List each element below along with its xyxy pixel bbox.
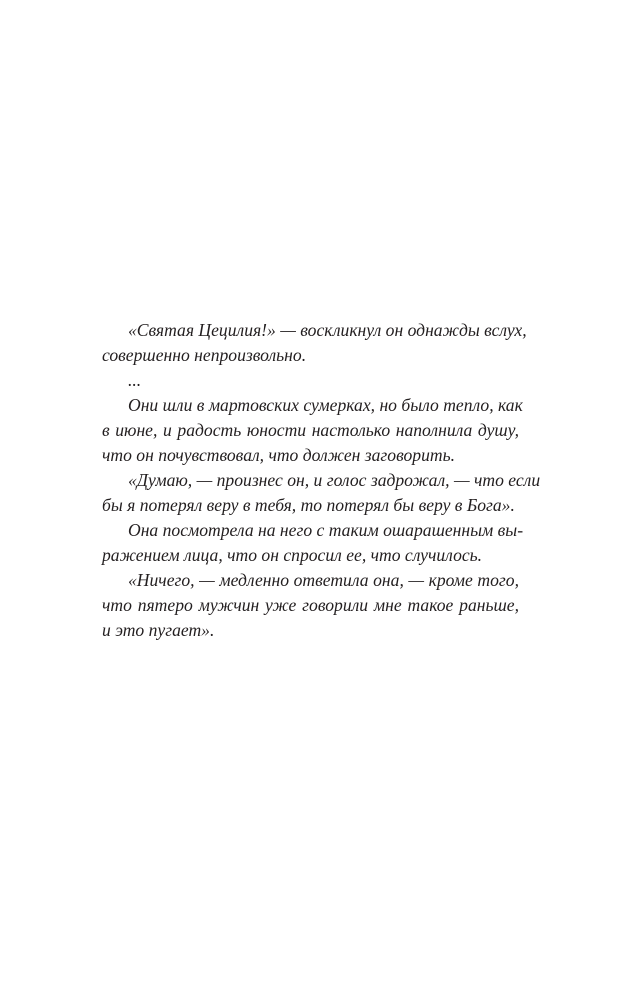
- text-line: в июне, и радость юности настолько наполнила душу,: [102, 420, 519, 440]
- text-line: ражением лица, что он спросил ее, что случилось.: [102, 545, 483, 565]
- text-line: бы я потерял веру в тебя, то потерял бы веру в Бога».: [102, 495, 515, 515]
- text-line: что он почувствовал, что должен заговорить.: [102, 445, 455, 465]
- paragraph-five-men: [102, 568, 519, 643]
- ellipsis-line: ...: [128, 370, 142, 390]
- paragraph-faith-in-god: [102, 468, 541, 518]
- paragraph-ellipsis: [102, 368, 519, 393]
- paragraph-cecilia-exclamation: [102, 318, 527, 368]
- text-line: «Думаю, — произнес он, и голос задрожал, — что если: [128, 470, 541, 490]
- text-line: «Святая Цецилия!» — воскликнул он однажды вслух,: [128, 320, 527, 340]
- body-text: [102, 318, 541, 643]
- text-line: Они шли в мартовских сумерках, но было тепло, как: [128, 395, 523, 415]
- text-line: совершенно непроизвольно.: [102, 345, 307, 365]
- paragraph-march-twilight: [102, 393, 523, 468]
- text-line: «Ничего, — медленно ответила она, — кроме того,: [128, 570, 519, 590]
- text-line: что пятеро мужчин уже говорили мне такое раньше,: [102, 595, 519, 615]
- text-line: и это пугает».: [102, 620, 215, 640]
- text-line: Она посмотрела на него с таким ошарашенным вы-: [128, 520, 524, 540]
- paragraph-stunned-look: [102, 518, 524, 568]
